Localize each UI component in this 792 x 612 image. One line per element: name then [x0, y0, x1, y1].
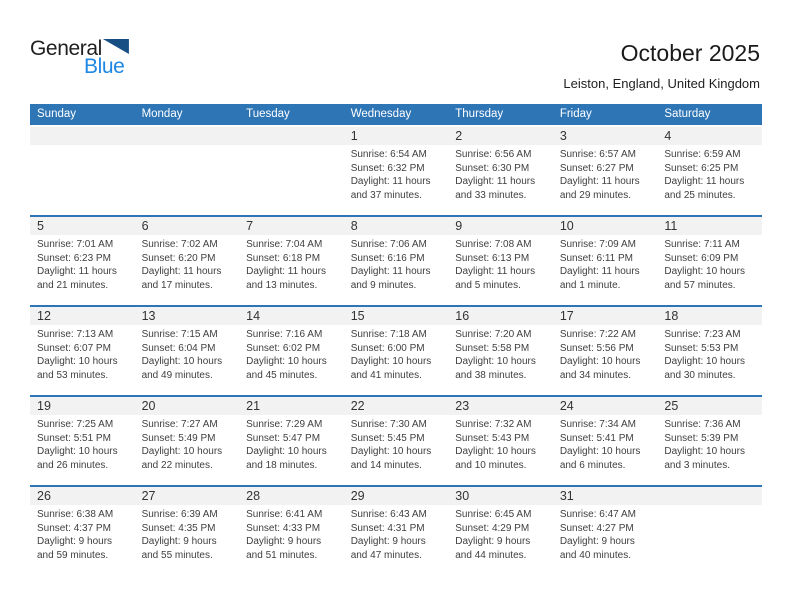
day-cell-16: [448, 306, 553, 396]
day-cell-text: [30, 235, 135, 292]
day-cell-text: [239, 505, 344, 562]
sunset-text: Sunset: 6:23 PM: [37, 252, 111, 264]
day-cell-18: [657, 306, 762, 396]
day-cell-20: [135, 396, 240, 486]
day-cell-text: [344, 235, 449, 292]
daylight-text: Daylight: 9 hours and 44 minutes.: [455, 536, 531, 561]
sunrise-text: Sunrise: 6:59 AM: [664, 149, 741, 160]
sunrise-text: Sunrise: 7:09 AM: [559, 239, 636, 250]
sunset-text: Sunset: 4:27 PM: [559, 522, 634, 534]
date-number: 18: [657, 307, 762, 325]
sunrise-text: Sunrise: 7:08 AM: [455, 239, 532, 250]
sunset-text: Sunset: 6:04 PM: [141, 342, 216, 354]
day-cell-text: [344, 145, 449, 202]
date-number: 5: [30, 217, 135, 235]
daylight-text: Daylight: 10 hours and 30 minutes.: [664, 356, 745, 381]
date-number: 11: [657, 217, 762, 235]
sunset-text: Sunset: 6:18 PM: [246, 252, 321, 264]
date-number: [239, 127, 344, 145]
general-blue-logo: [30, 38, 129, 77]
sunset-text: Sunset: 6:30 PM: [455, 162, 530, 174]
sunrise-text: Sunrise: 6:39 AM: [141, 509, 218, 520]
day-cell-8: [344, 216, 449, 306]
sunset-text: Sunset: 6:20 PM: [141, 252, 216, 264]
weekday-header-thursday: Thursday: [448, 104, 553, 126]
daylight-text: Daylight: 10 hours and 57 minutes.: [664, 266, 745, 291]
sunrise-text: Sunrise: 6:38 AM: [37, 509, 114, 520]
empty-day-cell: [657, 486, 762, 576]
sunrise-text: Sunrise: 7:22 AM: [559, 329, 636, 340]
month-title: October 2025: [620, 40, 760, 66]
daylight-text: Daylight: 11 hours and 29 minutes.: [559, 176, 640, 201]
week-row: [30, 306, 762, 396]
date-number: 27: [135, 487, 240, 505]
date-number: 20: [135, 397, 240, 415]
daylight-text: Daylight: 10 hours and 22 minutes.: [141, 446, 223, 471]
day-cell-9: [448, 216, 553, 306]
daylight-text: Daylight: 10 hours and 53 minutes.: [37, 356, 118, 381]
daylight-text: Daylight: 10 hours and 6 minutes.: [559, 446, 641, 471]
day-cell-2: [448, 126, 553, 216]
sunrise-text: Sunrise: 6:57 AM: [559, 149, 636, 160]
sunset-text: Sunset: 6:16 PM: [350, 252, 425, 264]
daylight-text: Daylight: 9 hours and 47 minutes.: [350, 536, 426, 561]
date-number: 21: [239, 397, 344, 415]
daylight-text: Daylight: 9 hours and 40 minutes.: [559, 536, 635, 561]
date-number: 15: [344, 307, 449, 325]
sunrise-text: Sunrise: 7:04 AM: [246, 239, 323, 250]
sunrise-text: Sunrise: 7:16 AM: [246, 329, 323, 340]
date-number: 31: [553, 487, 658, 505]
day-cell-11: [657, 216, 762, 306]
sunset-text: Sunset: 5:45 PM: [350, 432, 425, 444]
weekday-header-sunday: Sunday: [30, 104, 135, 126]
sunset-text: Sunset: 6:32 PM: [350, 162, 425, 174]
sunset-text: Sunset: 6:00 PM: [350, 342, 425, 354]
day-cell-26: [30, 486, 135, 576]
date-number: 1: [344, 127, 449, 145]
date-number: [30, 127, 135, 145]
sunset-text: Sunset: 4:37 PM: [37, 522, 111, 534]
date-number: 3: [553, 127, 658, 145]
sunset-text: Sunset: 5:49 PM: [141, 432, 216, 444]
sunrise-text: Sunrise: 7:27 AM: [141, 419, 218, 430]
day-cell-23: [448, 396, 553, 486]
day-cell-text: [553, 505, 658, 562]
daylight-text: Daylight: 11 hours and 25 minutes.: [664, 176, 745, 201]
daylight-text: Daylight: 11 hours and 9 minutes.: [350, 266, 431, 291]
date-number: 16: [448, 307, 553, 325]
daylight-text: Daylight: 10 hours and 34 minutes.: [559, 356, 641, 381]
day-cell-1: [344, 126, 449, 216]
sunset-text: Sunset: 6:25 PM: [664, 162, 739, 174]
day-cell-15: [344, 306, 449, 396]
date-number: 9: [448, 217, 553, 235]
day-cell-27: [135, 486, 240, 576]
sunset-text: Sunset: 6:09 PM: [664, 252, 739, 264]
sunset-text: Sunset: 6:27 PM: [559, 162, 634, 174]
daylight-text: Daylight: 10 hours and 49 minutes.: [141, 356, 223, 381]
date-number: 14: [239, 307, 344, 325]
sunset-text: Sunset: 4:35 PM: [141, 522, 216, 534]
daylight-text: Daylight: 10 hours and 41 minutes.: [350, 356, 432, 381]
sunrise-text: Sunrise: 7:15 AM: [141, 329, 218, 340]
daylight-text: Daylight: 11 hours and 21 minutes.: [37, 266, 117, 291]
day-cell-text: [135, 235, 240, 292]
sunrise-text: Sunrise: 7:20 AM: [455, 329, 532, 340]
sunrise-text: Sunrise: 6:43 AM: [350, 509, 427, 520]
sunrise-text: Sunrise: 7:30 AM: [350, 419, 427, 430]
weekday-header-saturday: Saturday: [657, 104, 762, 126]
daylight-text: Daylight: 10 hours and 14 minutes.: [350, 446, 432, 471]
daylight-text: Daylight: 9 hours and 59 minutes.: [37, 536, 113, 561]
weekday-header-row: [30, 104, 762, 126]
sunset-text: Sunset: 5:53 PM: [664, 342, 739, 354]
sunrise-text: Sunrise: 6:54 AM: [350, 149, 427, 160]
date-number: 29: [344, 487, 449, 505]
date-number: 10: [553, 217, 658, 235]
day-cell-30: [448, 486, 553, 576]
empty-day-cell: [239, 126, 344, 216]
sunrise-text: Sunrise: 7:01 AM: [37, 239, 114, 250]
day-cell-text: [135, 415, 240, 472]
date-number: 13: [135, 307, 240, 325]
sunrise-text: Sunrise: 7:29 AM: [246, 419, 323, 430]
date-number: 8: [344, 217, 449, 235]
sunrise-text: Sunrise: 7:23 AM: [664, 329, 741, 340]
daylight-text: Daylight: 10 hours and 18 minutes.: [246, 446, 327, 471]
day-cell-text: [30, 415, 135, 472]
day-cell-6: [135, 216, 240, 306]
weekday-header-wednesday: Wednesday: [344, 104, 449, 126]
sunrise-text: Sunrise: 7:34 AM: [559, 419, 636, 430]
date-number: 12: [30, 307, 135, 325]
daylight-text: Daylight: 11 hours and 17 minutes.: [141, 266, 222, 291]
sunrise-text: Sunrise: 7:02 AM: [141, 239, 218, 250]
week-row: [30, 486, 762, 576]
date-number: 6: [135, 217, 240, 235]
day-cell-text: [239, 325, 344, 382]
sunrise-text: Sunrise: 7:25 AM: [37, 419, 114, 430]
daylight-text: Daylight: 11 hours and 5 minutes.: [455, 266, 536, 291]
daylight-text: Daylight: 11 hours and 13 minutes.: [246, 266, 326, 291]
empty-day-cell: [30, 126, 135, 216]
sunset-text: Sunset: 4:33 PM: [246, 522, 321, 534]
date-number: 28: [239, 487, 344, 505]
day-cell-text: [239, 235, 344, 292]
day-cell-text: [135, 325, 240, 382]
day-cell-text: [344, 325, 449, 382]
logo-triangle-icon: [103, 39, 129, 54]
logo-text-blue: Blue: [84, 55, 125, 78]
sunset-text: Sunset: 5:47 PM: [246, 432, 321, 444]
day-cell-17: [553, 306, 658, 396]
sunset-text: Sunset: 6:07 PM: [37, 342, 111, 354]
day-cell-22: [344, 396, 449, 486]
sunrise-text: Sunrise: 7:13 AM: [37, 329, 114, 340]
day-cell-21: [239, 396, 344, 486]
header-titles: [563, 40, 760, 91]
day-cell-14: [239, 306, 344, 396]
day-cell-text: [448, 325, 553, 382]
sunset-text: Sunset: 4:31 PM: [350, 522, 425, 534]
week-row: [30, 216, 762, 306]
day-cell-25: [657, 396, 762, 486]
day-cell-31: [553, 486, 658, 576]
day-cell-29: [344, 486, 449, 576]
sunset-text: Sunset: 5:41 PM: [559, 432, 634, 444]
calendar-body: [30, 126, 762, 576]
calendar-table: [30, 104, 762, 576]
day-cell-19: [30, 396, 135, 486]
day-cell-4: [657, 126, 762, 216]
sunset-text: Sunset: 5:51 PM: [37, 432, 111, 444]
day-cell-text: [448, 415, 553, 472]
date-number: [657, 487, 762, 505]
daylight-text: Daylight: 11 hours and 33 minutes.: [455, 176, 536, 201]
sunset-text: Sunset: 6:02 PM: [246, 342, 321, 354]
date-number: 4: [657, 127, 762, 145]
sunrise-text: Sunrise: 6:47 AM: [559, 509, 636, 520]
day-cell-7: [239, 216, 344, 306]
date-number: 25: [657, 397, 762, 415]
daylight-text: Daylight: 10 hours and 38 minutes.: [455, 356, 536, 381]
sunrise-text: Sunrise: 6:45 AM: [455, 509, 532, 520]
week-row: [30, 396, 762, 486]
sunrise-text: Sunrise: 6:41 AM: [246, 509, 323, 520]
daylight-text: Daylight: 10 hours and 3 minutes.: [664, 446, 745, 471]
empty-day-cell: [135, 126, 240, 216]
sunrise-text: Sunrise: 7:18 AM: [350, 329, 427, 340]
day-cell-28: [239, 486, 344, 576]
day-cell-text: [239, 415, 344, 472]
day-cell-text: [448, 235, 553, 292]
date-number: 22: [344, 397, 449, 415]
sunset-text: Sunset: 5:39 PM: [664, 432, 739, 444]
day-cell-text: [448, 145, 553, 202]
sunset-text: Sunset: 5:43 PM: [455, 432, 530, 444]
date-number: 24: [553, 397, 658, 415]
daylight-text: Daylight: 10 hours and 45 minutes.: [246, 356, 327, 381]
sunrise-text: Sunrise: 7:32 AM: [455, 419, 532, 430]
sunrise-text: Sunrise: 7:36 AM: [664, 419, 741, 430]
date-number: 30: [448, 487, 553, 505]
day-cell-text: [657, 415, 762, 472]
weekday-header-friday: Friday: [553, 104, 658, 126]
weekday-header-tuesday: Tuesday: [239, 104, 344, 126]
day-cell-text: [553, 235, 658, 292]
day-cell-text: [344, 505, 449, 562]
daylight-text: Daylight: 11 hours and 37 minutes.: [350, 176, 431, 201]
sunset-text: Sunset: 4:29 PM: [455, 522, 530, 534]
sunrise-text: Sunrise: 7:06 AM: [350, 239, 427, 250]
day-cell-10: [553, 216, 658, 306]
day-cell-text: [30, 325, 135, 382]
day-cell-text: [553, 325, 658, 382]
date-number: 23: [448, 397, 553, 415]
weekday-header-cells: [30, 104, 762, 126]
day-cell-5: [30, 216, 135, 306]
day-cell-text: [553, 145, 658, 202]
date-number: 19: [30, 397, 135, 415]
day-cell-text: [657, 325, 762, 382]
day-cell-text: [344, 415, 449, 472]
day-cell-text: [30, 505, 135, 562]
sunset-text: Sunset: 6:11 PM: [559, 252, 634, 264]
day-cell-text: [657, 235, 762, 292]
day-cell-text: [135, 505, 240, 562]
sunrise-text: Sunrise: 6:56 AM: [455, 149, 532, 160]
logo-text-general: General: [30, 37, 102, 60]
daylight-text: Daylight: 11 hours and 1 minute.: [559, 266, 640, 291]
day-cell-text: [657, 145, 762, 202]
date-number: [135, 127, 240, 145]
day-cell-text: [448, 505, 553, 562]
day-cell-3: [553, 126, 658, 216]
sunset-text: Sunset: 5:58 PM: [455, 342, 530, 354]
date-number: 26: [30, 487, 135, 505]
weekday-header-monday: Monday: [135, 104, 240, 126]
daylight-text: Daylight: 9 hours and 51 minutes.: [246, 536, 322, 561]
date-number: 7: [239, 217, 344, 235]
date-number: 17: [553, 307, 658, 325]
day-cell-12: [30, 306, 135, 396]
week-row: [30, 126, 762, 216]
day-cell-24: [553, 396, 658, 486]
day-cell-13: [135, 306, 240, 396]
date-number: 2: [448, 127, 553, 145]
location-subtitle: Leiston, England, United Kingdom: [563, 76, 760, 91]
daylight-text: Daylight: 9 hours and 55 minutes.: [141, 536, 217, 561]
sunset-text: Sunset: 5:56 PM: [559, 342, 634, 354]
sunrise-text: Sunrise: 7:11 AM: [664, 239, 740, 250]
daylight-text: Daylight: 10 hours and 10 minutes.: [455, 446, 536, 471]
day-cell-text: [553, 415, 658, 472]
sunset-text: Sunset: 6:13 PM: [455, 252, 530, 264]
daylight-text: Daylight: 10 hours and 26 minutes.: [37, 446, 118, 471]
